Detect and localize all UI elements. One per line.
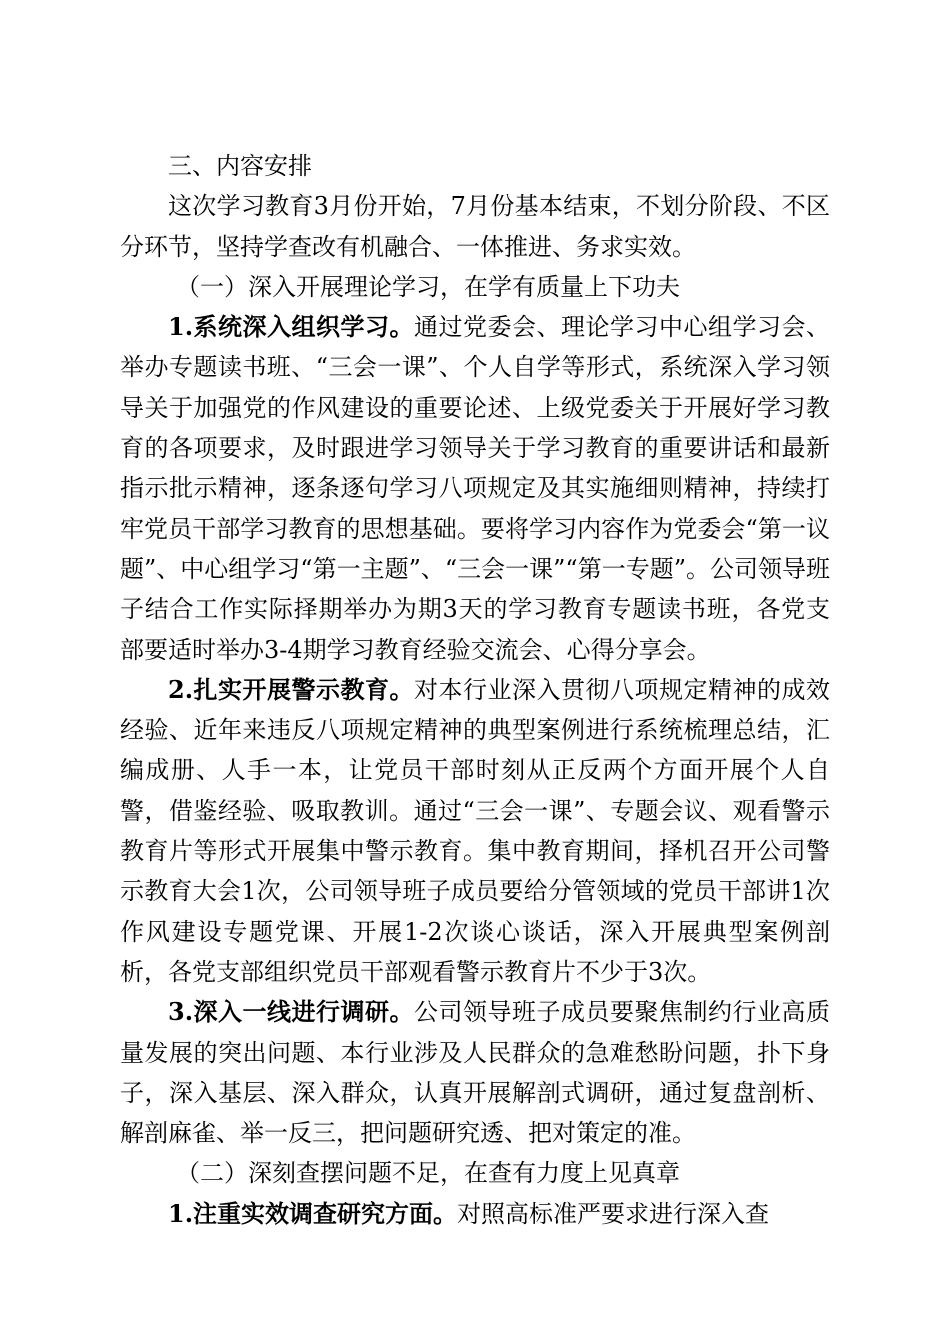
paragraph-research-lead: 3.深入一线进行调研。 — [168, 997, 415, 1027]
part1-heading: （一）深入开展理论学习，在学有质量上下功夫 — [176, 272, 680, 301]
part2-heading: （二）深刻查摆问题不足，在查有力度上见真章 — [176, 1159, 680, 1188]
intro-paragraph: 这次学习教育3月份开始，7月份基本结束，不划分阶段、不区分环节，坚持学查改有机融合、一体推进、务求实效。 — [120, 192, 830, 261]
section-title: 三、内容安排 — [168, 152, 312, 180]
paragraph-research — [120, 992, 830, 1153]
document-page — [120, 146, 830, 1234]
paragraph-study-body: 通过党委会、理论学习中心组学习会、举办专题读书班、“三会一课”、个人自学等形式，系统深入学习领导关于加强党的作风建设的重要论述、上级党委关于开展好学习教育的各项要求，及时跟进学习领导关于学习教育的重要讲话和最新指示批示精神，逐条逐句学习八项规定及其实施细则精神，持续打牢党员干部学习教育的思想基础。要将学习内容作为党委会“第一议题”、中心组学习“第一主题”、“三会一课”“第一专题”。公司领导班子结合工作实际择期举办为期3天的学习教育专题读书班，各党支部要适时举办3-4期学习教育经验交流会、心得分享会。 — [120, 313, 830, 664]
paragraph-warning-body: 对本行业深入贯彻八项规定精神的成效经验、近年来违反八项规定精神的典型案例进行系统梳理总结，汇编成册、人手一本，让党员干部时刻从正反两个方面开展个人自警，借鉴经验、吸取教训。通过“三会一课”、专题会议、观看警示教育片等形式开展集中警示教育。集中教育期间，择机召开公司警示教育大会1次，公司领导班子成员要给分管领域的党员干部讲1次作风建设专题党课、开展1-2次谈心谈话，深入开展典型案例剖析，各党支部组织党员干部观看警示教育片不少于3次。 — [120, 675, 830, 986]
paragraph-warning-lead: 2.扎实开展警示教育。 — [168, 674, 415, 704]
paragraph-investigation-body: 对照高标准严要求进行深入查 — [457, 1199, 770, 1228]
paragraph-research-body: 公司领导班子成员要聚焦制约行业高质量发展的突出问题、本行业涉及人民群众的急难愁盼问题，扑下身子，深入基层、深入群众，认真开展解剖式调研，通过复盘剖析、解剖麻雀、举一反三，把问题研究透、把对策定的准。 — [120, 998, 830, 1148]
paragraph-study-lead: 1.系统深入组织学习。 — [168, 312, 415, 342]
paragraph-investigation-lead: 1.注重实效调查研究方面。 — [168, 1198, 458, 1228]
paragraph-investigation — [120, 1194, 830, 1234]
paragraph-warning — [120, 670, 830, 992]
paragraph-study — [120, 307, 830, 670]
